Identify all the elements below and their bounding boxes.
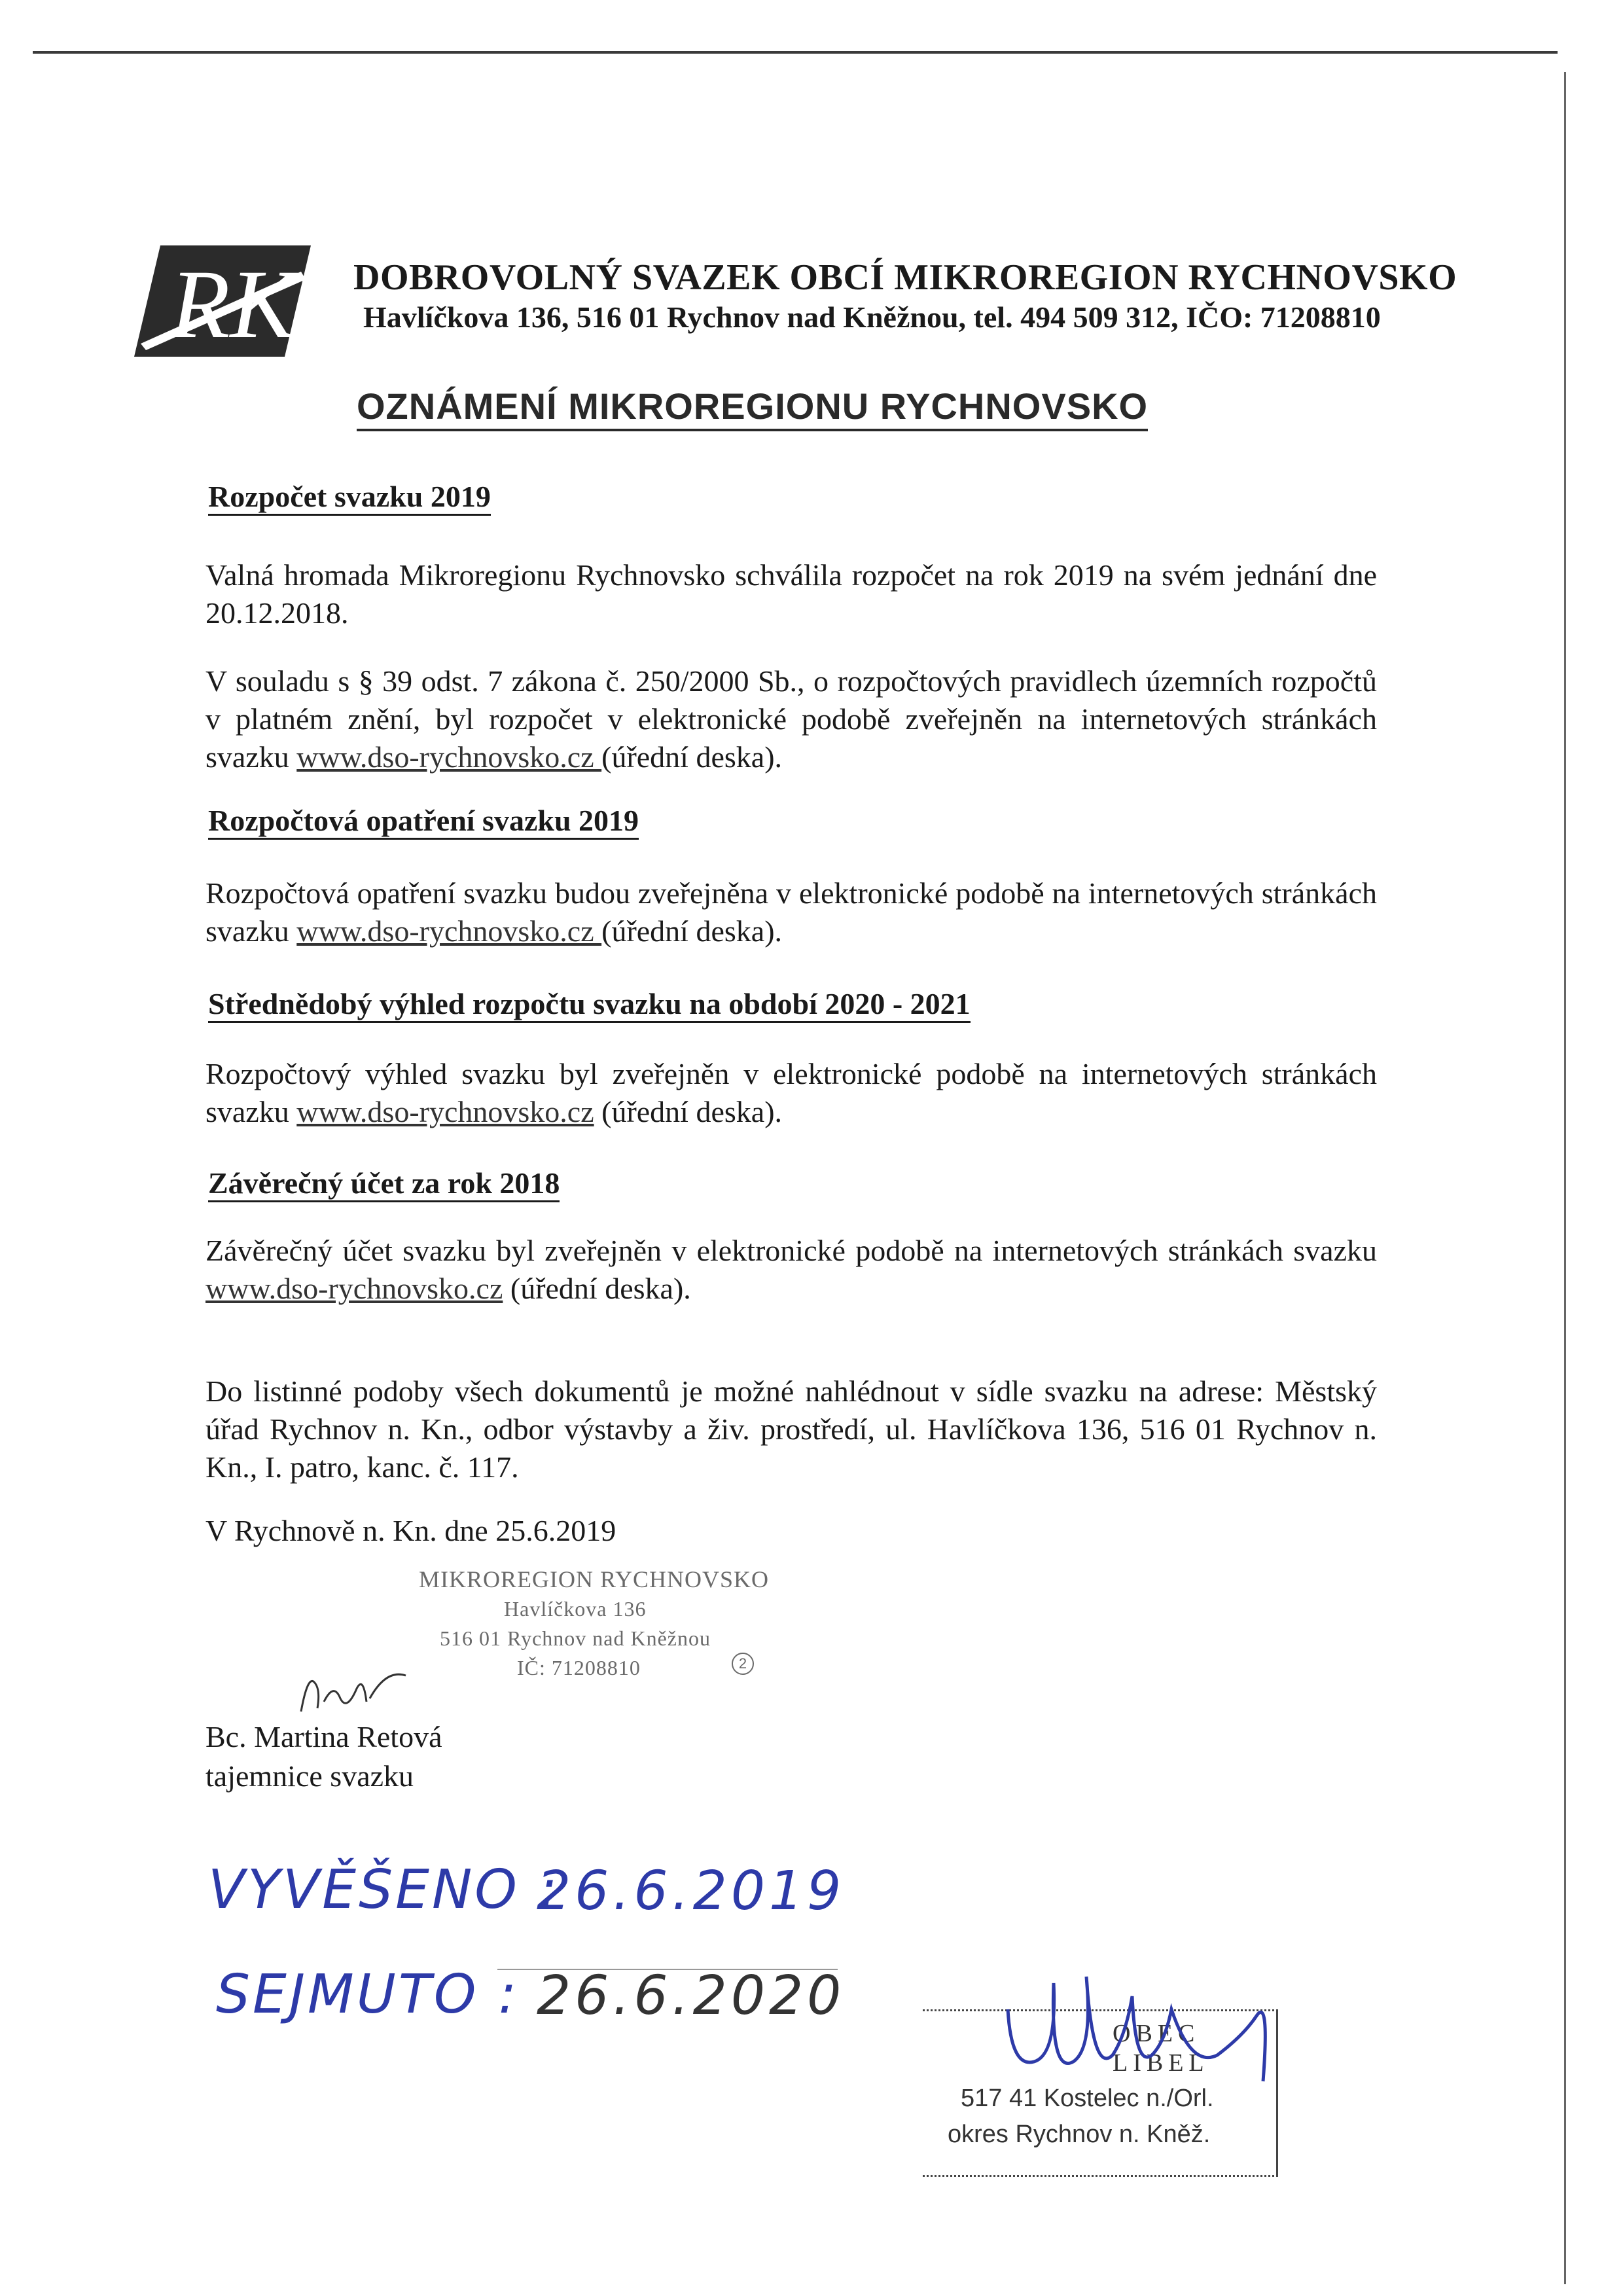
final-account-paragraph: [205, 1232, 1377, 1308]
paragraph-text: V souladu s § 39 odst. 7 zákona č. 250/2000 Sb., o rozpočtových pravidlech územních rozpočtů v platném znění, byl rozpočet v elektronické podobě zveřejněn na internetových stránkách svazku: [205, 664, 1377, 774]
mayor-signature: [995, 1957, 1296, 2094]
website-link[interactable]: www.dso-rychnovsko.cz: [296, 740, 602, 774]
scan-edge-right: [1564, 72, 1566, 2284]
logo-text: RK: [170, 250, 296, 357]
org-stamp-city: 516 01 Rychnov nad Kněžnou: [440, 1626, 711, 1650]
paragraph-text: (úřední deska).: [594, 1095, 783, 1128]
municipal-stamp-obec: OBEC: [1113, 2020, 1200, 2047]
org-name: DOBROVOLNÝ SVAZEK OBCÍ MIKROREGION RYCHNOVSKO: [353, 257, 1457, 298]
removed-label: SEJMUTO :: [216, 1964, 520, 2026]
municipal-stamp-libel: LIBEL: [1113, 2049, 1209, 2077]
org-stamp-name: MIKROREGION RYCHNOVSKO: [419, 1566, 770, 1592]
paragraph-text: (úřední deska).: [601, 740, 783, 774]
budget-measures-paragraph: [205, 874, 1377, 950]
budget-outlook-paragraph: [205, 1055, 1377, 1131]
org-stamp-street: Havlíčkova 136: [504, 1597, 647, 1621]
website-link[interactable]: www.dso-rychnovsko.cz: [296, 914, 602, 948]
paragraph-text: (úřední deska).: [503, 1272, 691, 1305]
org-stamp-number: 2: [732, 1653, 754, 1675]
paragraph-text: (úřední deska).: [601, 914, 783, 948]
section-heading-budget: Rozpočet svazku 2019: [208, 480, 491, 516]
page-title: OZNÁMENÍ MIKROREGIONU RYCHNOVSKO: [357, 385, 1148, 431]
org-address: Havlíčkova 136, 516 01 Rychnov nad Kněžnou, tel. 494 509 312, IČO: 71208810: [363, 300, 1381, 334]
paragraph-text: Rozpočtová opatření svazku budou zveřejněna v elektronické podobě na internetových stránkách svazku: [205, 876, 1377, 948]
section-heading-final-account: Závěrečný účet za rok 2018: [208, 1166, 560, 1202]
signatory-name: Bc. Martina Retová: [205, 1720, 442, 1753]
signatory-role: tajemnice svazku: [205, 1759, 414, 1793]
municipal-stamp-district: okres Rychnov n. Kněž.: [948, 2121, 1211, 2148]
scan-edge-top: [33, 51, 1558, 54]
budget-approval-paragraph: Valná hromada Mikroregionu Rychnovsko schválila rozpočet na rok 2019 na svém jednání dne 20.12.2018.: [205, 558, 1377, 630]
website-link[interactable]: www.dso-rychnovsko.cz: [205, 1272, 503, 1305]
removed-date: 26.6.2020: [537, 1965, 846, 2027]
paragraph-text: Závěrečný účet svazku byl zveřejněn v elektronické podobě na internetových stránkách svazku: [205, 1234, 1377, 1267]
document-access-paragraph: Do listinné podoby všech dokumentů je možné nahlédnout v sídle svazku na adrese: Městský úřad Rychnov n. Kn., odbor výstavby a živ. prostředí, ul. Havlíčkova 136, 516 01 Rychnov n. Kn., I. patro, kanc. č. 117.: [205, 1374, 1377, 1484]
paragraph-text: Rozpočtový výhled svazku byl zveřejněn v elektronické podobě na internetových stránkách svazku: [205, 1057, 1377, 1128]
signature-initials: [294, 1662, 412, 1721]
section-heading-budget-measures: Rozpočtová opatření svazku 2019: [208, 804, 639, 840]
place-date: V Rychnově n. Kn. dne 25.6.2019: [205, 1514, 616, 1547]
posted-label: VYVĚŠENO :: [208, 1859, 560, 1921]
org-stamp-ico: IČ: 71208810: [517, 1656, 641, 1679]
municipal-stamp-address: 517 41 Kostelec n./Orl.: [961, 2085, 1214, 2112]
section-heading-budget-outlook: Střednědobý výhled rozpočtu svazku na období 2020 - 2021: [208, 987, 971, 1023]
website-link[interactable]: www.dso-rychnovsko.cz: [296, 1095, 594, 1128]
rk-logo: [134, 245, 311, 357]
budget-publication-paragraph: [205, 662, 1377, 776]
posted-date: 26.6.2019: [537, 1860, 846, 1922]
